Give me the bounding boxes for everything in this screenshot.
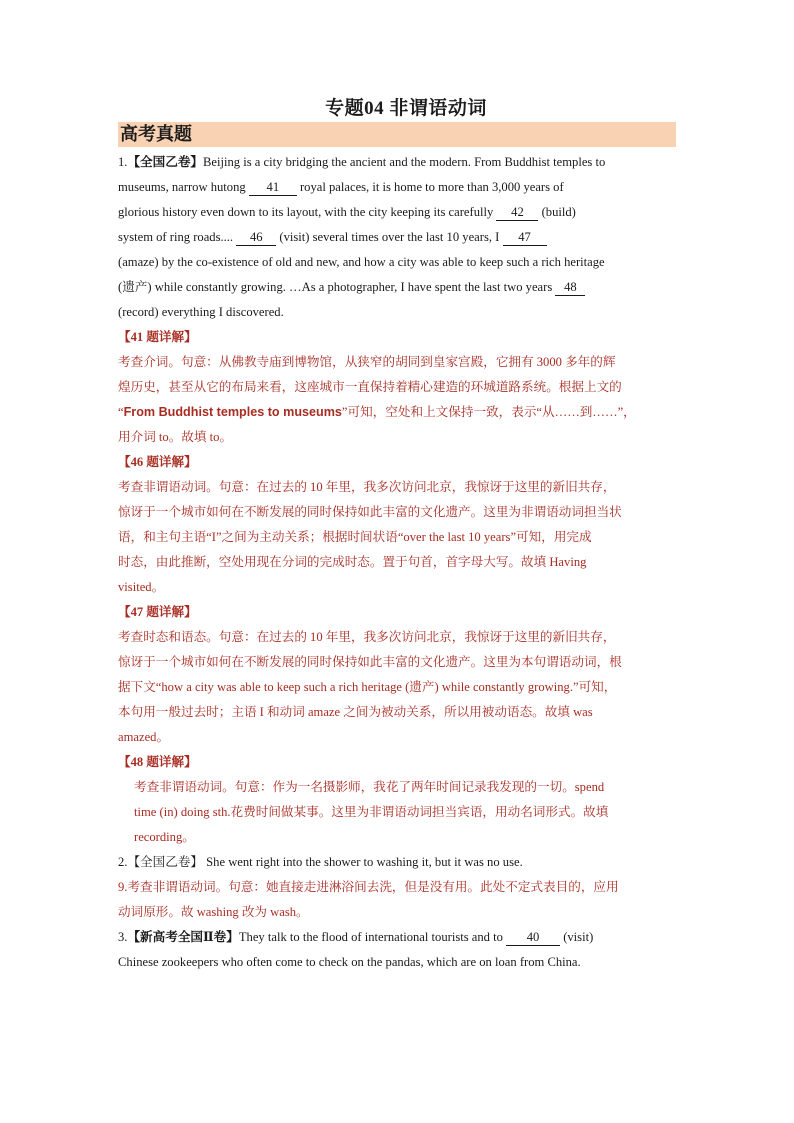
- explanation-heading: 【41 题详解】: [118, 330, 197, 344]
- explanation-heading: 【48 题详解】: [118, 755, 197, 769]
- answer-line: 9.考查非谓语动词。句意：她直接走进淋浴间去洗，但是没有用。此处不定式表目的，应用: [118, 880, 619, 894]
- question-number: 1.: [118, 155, 128, 169]
- blank-48[interactable]: 48: [555, 279, 585, 296]
- blank-41[interactable]: 41: [249, 179, 297, 196]
- document-title: 专题04 非谓语动词: [325, 98, 487, 119]
- document-page: [118, 96, 676, 975]
- explanation-41: 【41 题详解】 考查介词。句意：从佛教寺庙到博物馆，从狭窄的胡同到皇家宫殿，它拥有 3000 多年的辉 煌历史，甚至从它的布局来看，这座城市一直保持着精心建造的环城道路系统。根据上文的 “From Buddhist temples to museums”可知，空处和上文保持一致，表示“从……到……”， 用介词 to。故填 to。: [118, 325, 676, 450]
- explanation-heading: 【47 题详解】: [118, 605, 197, 619]
- explanation-46: 【46 题详解】 考查非谓语动词。句意：在过去的 10 年里，我多次访问北京，我惊讶于这里的新旧共存， 惊讶于一个城市如何在不断发展的同时保持如此丰富的文化遗产。这里为非谓语动词担当状 语，和主句主语“I”之间为主动关系；根据时间状语“over the last 10 years”可知，用完成 时态，由此推断，空处用现在分词的完成时态。置于句首，首字母大写。故填 Having visited。: [118, 450, 676, 600]
- blank-47[interactable]: 47: [503, 229, 547, 246]
- explanation-48: 【48 题详解】 考查非谓语动词。句意：作为一名摄影师，我花了两年时间记录我发现的一切。spend time (in) doing sth.花费时间做某事。这里为非谓语动词担当宾语，用动名词形式。故填 recording。: [118, 750, 676, 850]
- question-source: 【全国乙卷】: [127, 855, 204, 869]
- question-number: 2.: [118, 855, 128, 869]
- question-number: 3.: [118, 930, 128, 944]
- question-3: 3.【新高考全国Ⅱ卷】They talk to the flood of international tourists and to 40 (visit) Chinese zookeepers who often come to check on the pandas, which are on loan from China.: [118, 930, 594, 969]
- question-source: 【新高考全国Ⅱ卷】: [127, 930, 239, 944]
- blank-42[interactable]: 42: [496, 204, 538, 221]
- answer-line: 动词原形。故 washing 改为 wash。: [118, 905, 309, 919]
- blank-46[interactable]: 46: [236, 229, 276, 246]
- explanation-heading: 【46 题详解】: [118, 455, 197, 469]
- question-2: 2.【全国乙卷】 She went right into the shower to washing it, but it was no use. 9.考查非谓语动词。句意：她直接走进淋浴间去洗，但是没有用。此处不定式表目的，应用 动词原形。故 washing 改为 wash。: [118, 850, 676, 925]
- question-source: 【全国乙卷】: [127, 155, 204, 169]
- explanation-47: 【47 题详解】 考查时态和语态。句意：在过去的 10 年里，我多次访问北京，我惊讶于这里的新旧共存， 惊讶于一个城市如何在不断发展的同时保持如此丰富的文化遗产。这里为本句谓语动词，根 据下文“how a city was able to keep such a rich heritage (遗产) while constantly growing.”可知， 本句用一般过去时；主语 I 和动词 amaze 之间为被动关系，所以用被动语态。故填 was amazed。: [118, 600, 676, 750]
- blank-40[interactable]: 40: [506, 929, 560, 946]
- question-1: 1.【全国乙卷】Beijing is a city bridging the ancient and the modern. From Buddhist temples to museums, narrow hutong 41 royal palaces, it is home to more than 3,000 years of glorious history even down to its layout, with the city keeping its carefully 42 (build) system of ring roads.... 46 (visit) several times over the last 10 years, I 47 (amaze) by the co-existence of old and new, and how a city was able to keep such a rich heritage (遗产) while constantly growing. …As a photographer, I have spent the last two years 48 (record) everything I discovered.: [118, 155, 606, 319]
- section-heading: 高考真题: [118, 122, 676, 147]
